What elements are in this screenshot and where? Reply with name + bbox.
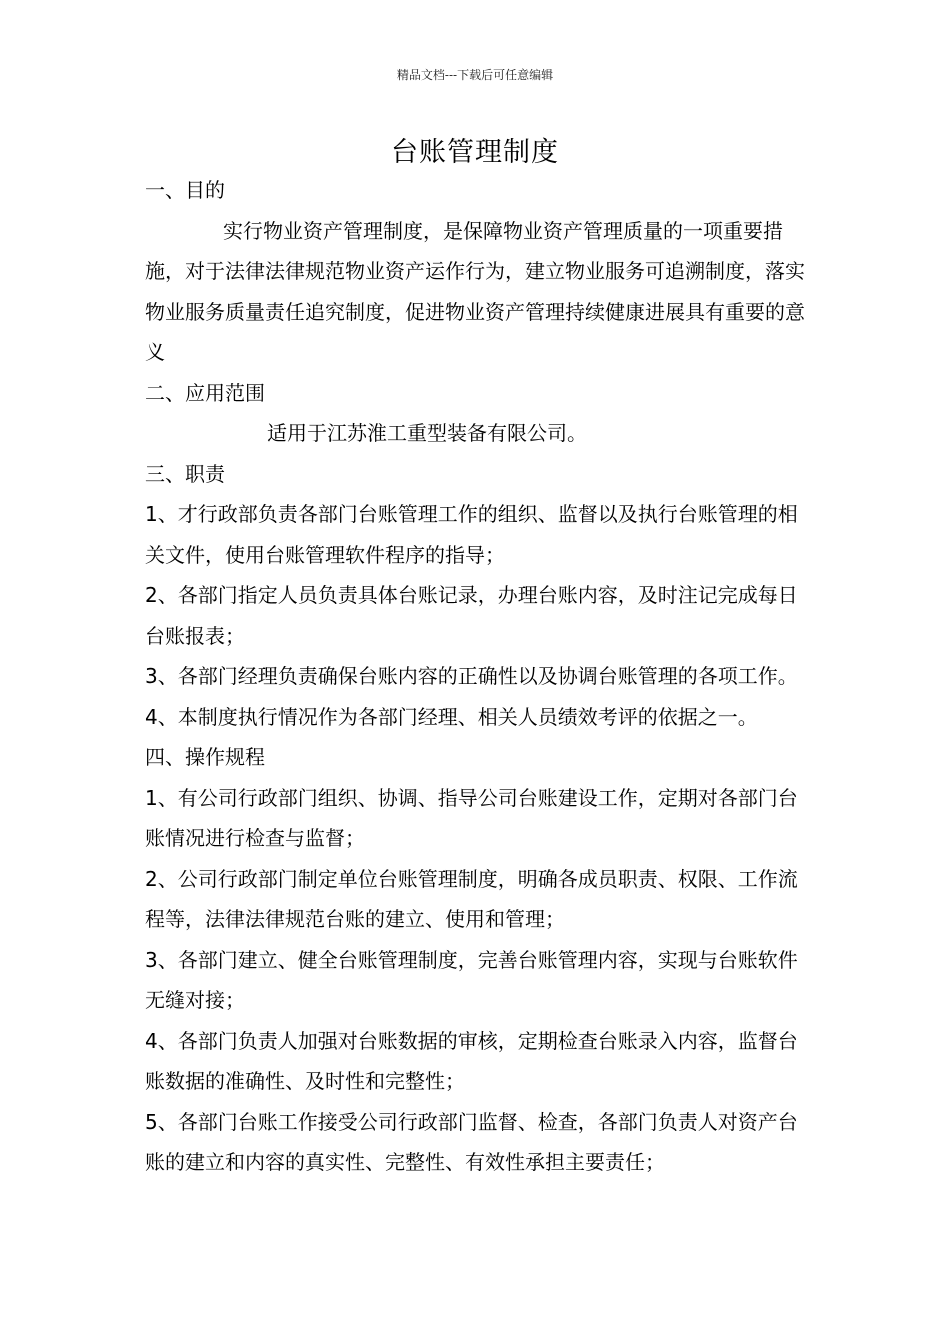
section-3-item: 3、各部门经理负责确保台账内容的正确性以及协调台账管理的各项工作。 — [145, 664, 798, 688]
section-4-item: 3、各部门建立、健全台账管理制度，完善台账管理内容，实现与台账软件无缝对接； — [145, 947, 798, 1012]
document-body — [145, 170, 817, 1183]
section-3-item: 4、本制度执行情况作为各部门经理、相关人员绩效考评的依据之一。 — [145, 704, 758, 729]
section-1-heading: 一、目的 — [145, 178, 225, 202]
section-4-item: 5、各部门台账工作接受公司行政部门监督、检查，各部门负责人对资产台账的建立和内容的真实性、完整性、有效性承担主要责任； — [145, 1109, 798, 1174]
page-header: 精品文档---下载后可任意编辑 — [396, 68, 554, 82]
section-2-paragraph: 适用于江苏淮工重型装备有限公司。 — [267, 421, 587, 445]
section-4-heading: 四、操作规程 — [145, 745, 265, 769]
section-2-heading: 二、应用范围 — [145, 380, 265, 405]
section-3-heading: 三、职责 — [145, 461, 225, 486]
section-3-item: 1、才行政部负责各部门台账管理工作的组织、监督以及执行台账管理的相关文件，使用台账管理软件程序的指导； — [145, 502, 798, 567]
section-4-item: 4、各部门负责人加强对台账数据的审核，定期检查台账录入内容，监督台账数据的准确性、及时性和完整性； — [145, 1028, 798, 1093]
section-4-item: 1、有公司行政部门组织、协调、指导公司台账建设工作，定期对各部门台账情况进行检查与监督； — [145, 785, 798, 850]
section-4-item: 2、公司行政部门制定单位台账管理制度，明确各成员职责、权限、工作流程等，法律法律规范台账的建立、使用和管理； — [145, 866, 798, 931]
section-1-paragraph: 实行物业资产管理制度，是保障物业资产管理质量的一项重要措施，对于法律法律规范物业资产运作行为，建立物业服务可追溯制度，落实物业服务质量责任追究制度，促进物业资产管理持续健康进展具有重要的意义 — [145, 218, 805, 364]
section-3-item: 2、各部门指定人员负责具体台账记录，办理台账内容，及时注记完成每日台账报表； — [145, 583, 798, 648]
document-title: 台账管理制度 — [391, 137, 559, 168]
